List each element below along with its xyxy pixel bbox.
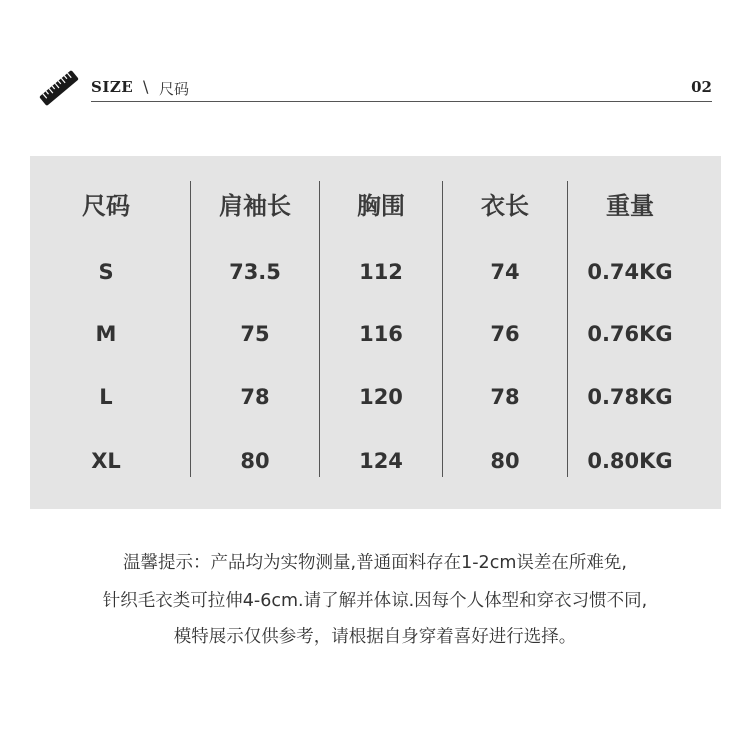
table-cell: 73.5 — [229, 260, 281, 284]
section-header — [38, 68, 712, 104]
header-title: SIZE — [91, 78, 134, 96]
size-table — [30, 156, 721, 509]
ruler-icon — [38, 68, 80, 108]
column-header: 重量 — [606, 192, 654, 220]
table-cell: 0.76KG — [587, 322, 673, 346]
column-header: 胸围 — [357, 192, 405, 220]
header-rule — [91, 101, 712, 102]
column-header: 尺码 — [82, 192, 130, 220]
note-line-1: 温馨提示：产品均为实物测量,普通面料存在1-2cm误差在所难免, — [123, 553, 627, 573]
column-header: 肩袖长 — [219, 192, 291, 220]
header-subtitle: 尺码 — [159, 80, 190, 98]
table-cell: 120 — [359, 385, 403, 409]
table-column-sleeve — [191, 156, 319, 509]
table-cell: 112 — [359, 260, 403, 284]
header-separator: \ — [143, 77, 149, 96]
table-cell: S — [98, 260, 114, 284]
table-column-length — [443, 156, 567, 509]
table-cell: 0.78KG — [587, 385, 673, 409]
note-line-2: 针织毛衣类可拉伸4-6cm.请了解并体谅.因每个人体型和穿衣习惯不同, — [102, 591, 648, 611]
table-cell: M — [95, 322, 117, 346]
table-cell: 0.74KG — [587, 260, 673, 284]
table-column-size — [46, 156, 166, 509]
table-cell: 76 — [490, 322, 520, 346]
table-cell: 0.80KG — [587, 449, 673, 473]
table-cell: 124 — [359, 449, 403, 473]
page-number: 02 — [691, 78, 712, 96]
table-cell: L — [99, 385, 113, 409]
table-cell: 116 — [359, 322, 403, 346]
table-cell: 78 — [240, 385, 270, 409]
column-header: 衣长 — [481, 192, 529, 220]
table-cell: XL — [91, 449, 121, 473]
table-cell: 78 — [490, 385, 520, 409]
table-cell: 74 — [490, 260, 520, 284]
table-column-chest — [320, 156, 442, 509]
table-cell: 80 — [490, 449, 520, 473]
table-cell: 75 — [240, 322, 270, 346]
table-column-weight — [568, 156, 692, 509]
table-cell: 80 — [240, 449, 270, 473]
note-line-3: 模特展示仅供参考，请根据自身穿着喜好进行选择。 — [173, 627, 577, 647]
